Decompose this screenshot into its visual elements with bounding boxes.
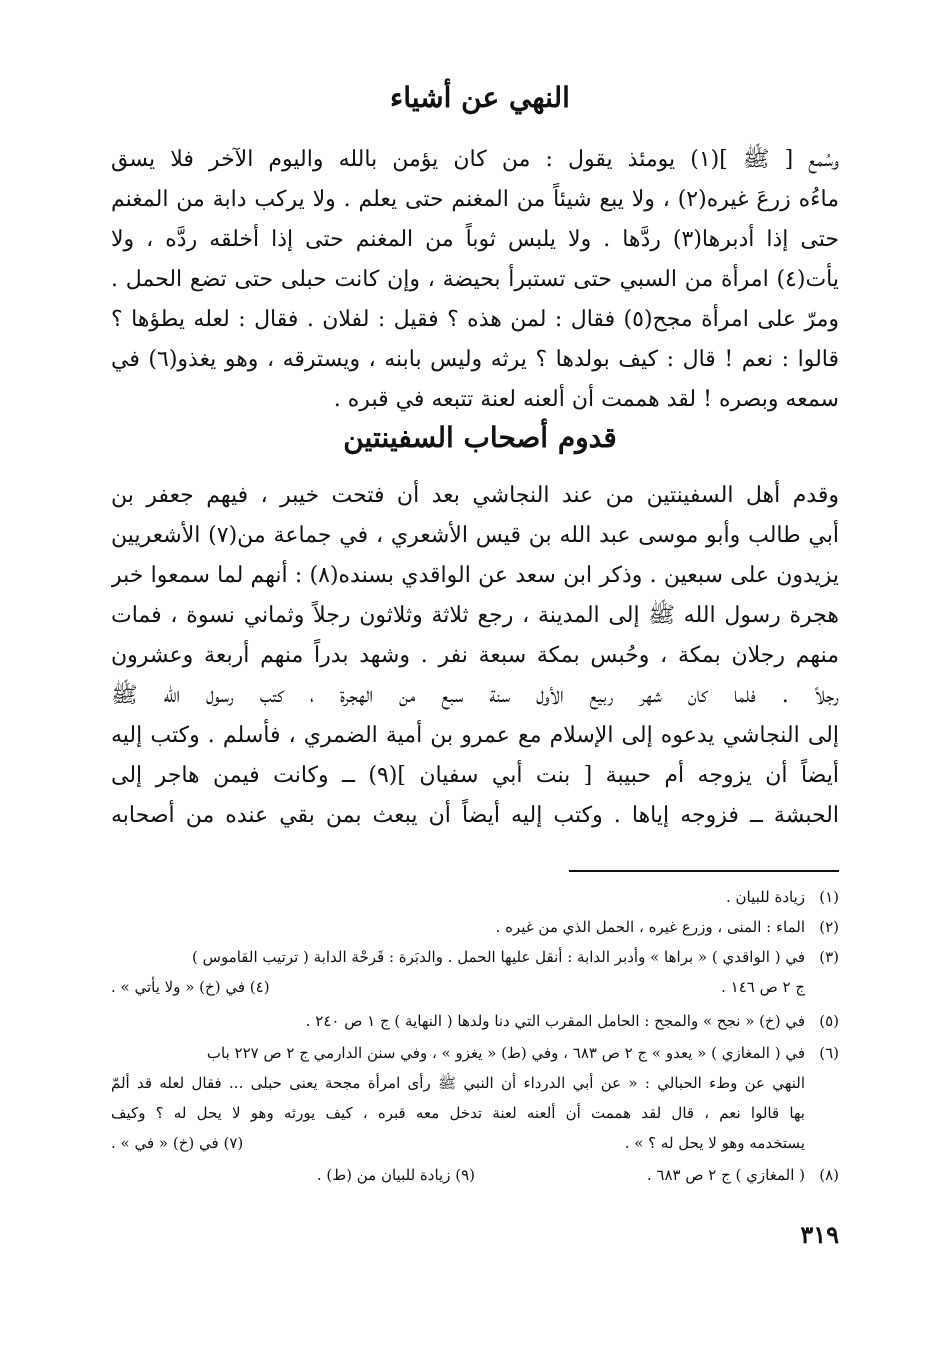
footnote-8 — [475, 1160, 839, 1190]
footnote-6-continuation: بها قالوا نعم ، قال لقد هممت أن ألعنه لعنة تدخل معه قبره ، كيف يورثه وهو لا يحل له ؟ وكيف — [111, 1104, 805, 1122]
footnote-text: في ( الواقدي ) « براها » وأدبر الدابة : أنقل عليها الحمل . والدبَرة : قَرحْة الدابة ( ترتيب القاموس ) — [192, 948, 805, 966]
body-line: ومرّ على امرأة مجح(٥) فقال : لمن هذه ؟ فقيل : لفلان . فقال : لعله يطؤها ؟ — [111, 307, 839, 332]
body-line: يزيدون على سبعين . وذكر ابن سعد عن الواقدي بسنده(٨) : أنهم لما سمعوا خبر — [111, 563, 839, 588]
body-line: رجلاً . فلما كان شهر ربيع الأول سنة سبع من الهجرة ، كتب رسول الله ﷺ — [111, 683, 839, 708]
section-heading-prohibitions: النهي عن أشياء — [390, 81, 570, 114]
page-number: ٣١٩ — [800, 1220, 839, 1249]
footnote-3 — [111, 942, 839, 972]
footnote-3-4-row — [111, 972, 839, 1002]
footnote-number: (٩) — [455, 1166, 475, 1184]
footnote-number: (٥) — [819, 1012, 839, 1030]
body-line: سمعه وبصره ! لقد هممت أن ألعنه لعنة تتبعه في قبره . — [333, 387, 839, 412]
body-line: أبي طالب وأبو موسى عبد الله بن قيس الأشعري ، في جماعة من(٧) الأشعريين — [111, 523, 839, 548]
footnote-1 — [111, 882, 839, 912]
footnote-text: في (خ) « نجح » والمجح : الحامل المقرب التي دنا ولدها ( النهاية ) ج ١ ص ٢٤٠ . — [305, 1012, 805, 1030]
footnote-number: (٢) — [819, 918, 839, 936]
footnote-6 — [111, 1038, 839, 1068]
footnote-number: (٧) — [223, 1134, 244, 1152]
footnote-text: ( المغازي ) ج ٢ ص ٦٨٣ . — [646, 1166, 805, 1184]
footnote-5 — [111, 1006, 839, 1036]
body-line: هجرة رسول الله ﷺ إلى المدينة ، رجع ثلاثة وثلاثون رجلاً وثماني نسوة ، فمات — [111, 603, 839, 628]
footnote-7 — [111, 1128, 243, 1158]
body-line: الحبشة ــ فزوجه إياها . وكتب إليه أيضاً أن يبعث بمن بقي عنده من أصحابه — [111, 803, 839, 828]
footnote-8-9-row — [111, 1160, 839, 1190]
footnote-6-continuation: يستخدمه وهو لا يحل له ؟ » . — [624, 1134, 805, 1152]
footnote-number: (٤) — [249, 978, 270, 996]
footnote-3-continuation: ج ٢ ص ١٤٦ . — [721, 978, 805, 996]
body-line: ماءُه زرعَ غيره(٢) ، ولا يبع شيئاً من المغنم حتى يعلم . ولا يركب دابة من المغنم — [111, 187, 839, 212]
body-line: وقدم أهل السفينتين من عند النجاشي بعد أن فتحت خيبر ، فيهم جعفر بن — [111, 483, 839, 508]
footnote-text: الماء : المنى ، وزرع غيره ، الحمل الذي من غيره . — [495, 918, 805, 936]
footnote-text: في (خ) « ولا يأتي » . — [111, 978, 246, 996]
body-line: يأت(٤) امرأة من السبي حتى تستبرأ بحيضة ، وإن كانت حبلى حتى تضع الحمل . — [111, 267, 839, 292]
footnote-text: في (خ) « في » . — [111, 1134, 219, 1152]
footnote-number: (٨) — [819, 1166, 839, 1184]
section-heading-two-ships: قدوم أصحاب السفينتين — [343, 421, 617, 454]
footnote-text: زيادة للبيان . — [725, 888, 805, 906]
footnote-text: زيادة للبيان من (ط) . — [316, 1166, 451, 1184]
footnote-number: (٦) — [819, 1044, 839, 1062]
footnote-number: (١) — [819, 888, 839, 906]
body-line: أيضاً أن يزوجه أم حبيبة [ بنت أبي سفيان ](٩) ــ وكانت فيمن هاجر إلى — [111, 763, 839, 788]
body-line: حتى إذا أدبرها(٣) ردَّها . ولا يلبس ثوباً من المغنم حتى إذا أخلقه ردَّه ، ولا — [111, 227, 839, 252]
footnote-text: في ( المغازي ) « يعدو » ج ٢ ص ٦٨٣ ، وفي (ط) « يغزو » ، وفي سنن الدارمي ج ٢ ص ٢٢٧ باب — [206, 1044, 805, 1062]
footnote-separator — [569, 870, 839, 872]
body-line: إلى النجاشي يدعوه إلى الإسلام مع عمرو بن أمية الضمري ، فأسلم . وكتب إليه — [111, 723, 839, 748]
body-line: وسُمع [ ﷺ ](١) يومئذ يقول : من كان يؤمن بالله واليوم الآخر فلا يسق — [111, 147, 839, 172]
footnote-9 — [111, 1160, 475, 1190]
footnote-6-continuation: النهي عن وطء الحبالي : « عن أبي الدرداء أن النبي ﷺ رأى امرأة مجحة يعنى حبلى ... فقال لعله قد ألمّ — [111, 1074, 805, 1092]
footnote-number: (٣) — [819, 948, 839, 966]
body-line: قالوا : نعم ! قال : كيف بولدها ؟ يرثه وليس بابنه ، ويسترقه ، وهو يغذو(٦) في — [111, 347, 839, 372]
body-line: منهم رجلان بمكة ، وحُبس بمكة سبعة نفر . وشهد بدراً منهم أربعة وعشرون — [111, 643, 839, 668]
footnote-4 — [111, 972, 270, 1002]
footnote-2 — [111, 912, 839, 942]
footnote-6-7-row — [111, 1128, 839, 1158]
